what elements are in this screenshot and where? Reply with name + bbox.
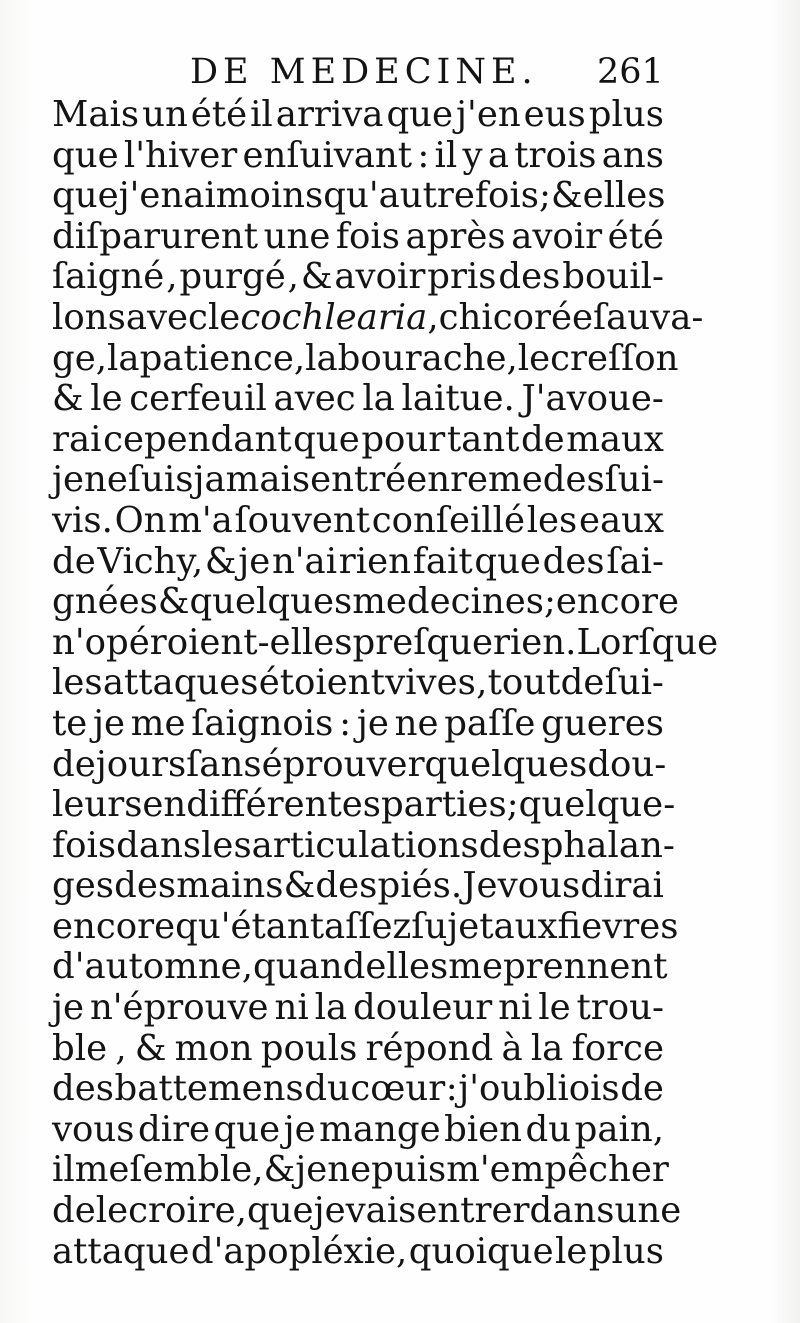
word: parties xyxy=(380,784,507,826)
word: ſui- xyxy=(604,459,665,501)
word: paſſe xyxy=(444,702,536,744)
word: aſſez xyxy=(324,905,412,947)
word: J'avoue- xyxy=(521,378,664,420)
word: mon xyxy=(174,1027,253,1069)
text-line xyxy=(52,337,679,380)
word: du xyxy=(304,1068,350,1110)
running-title: DE MEDECINE. xyxy=(190,52,538,92)
text-line xyxy=(52,663,664,704)
word: m'empêcher xyxy=(446,1149,669,1191)
word: moins xyxy=(215,175,324,217)
word: eaux xyxy=(578,499,664,541)
text-line xyxy=(52,946,668,988)
word: le xyxy=(207,296,241,338)
text-line xyxy=(52,581,680,623)
word: ; xyxy=(543,581,556,623)
word: des xyxy=(542,540,605,582)
word: dans xyxy=(116,824,202,866)
word: : xyxy=(445,1068,458,1110)
word: & xyxy=(550,175,583,217)
word: la xyxy=(107,337,140,379)
word: n'éprouve xyxy=(89,987,269,1029)
word: des xyxy=(114,865,177,907)
text-line xyxy=(52,420,664,461)
word: les xyxy=(52,662,103,704)
word: conſeillé xyxy=(371,499,526,541)
word: en xyxy=(406,459,451,501)
word: maux xyxy=(566,418,664,460)
word: mains xyxy=(176,865,284,907)
word: entrer xyxy=(416,1190,530,1232)
word: en xyxy=(142,784,187,826)
word: vous xyxy=(497,865,581,907)
word: quelques xyxy=(189,581,353,623)
text-line xyxy=(52,824,675,867)
word: de xyxy=(560,662,605,704)
word: ges xyxy=(52,865,114,907)
word: tant xyxy=(446,418,520,460)
word: n'ai xyxy=(271,540,338,582)
word: dire xyxy=(138,1108,211,1150)
word: a xyxy=(487,134,509,176)
word: les xyxy=(201,824,252,866)
word: Je xyxy=(462,865,498,907)
word: trois xyxy=(514,134,597,176)
word: je xyxy=(283,1108,316,1150)
text-line xyxy=(52,1149,669,1191)
word: je xyxy=(356,702,389,744)
text-line xyxy=(52,136,664,177)
word: d'automne xyxy=(52,946,242,988)
word: : xyxy=(339,702,352,744)
word: ne xyxy=(327,1149,372,1191)
word: ge xyxy=(52,337,96,379)
word: fois xyxy=(335,215,400,257)
word: bouil- xyxy=(562,256,664,298)
word: quoique xyxy=(408,1230,554,1272)
word: que xyxy=(474,540,541,582)
word: j'oubliois xyxy=(458,1068,620,1110)
word: m'a xyxy=(168,499,233,541)
word: gueres xyxy=(541,702,664,744)
word: piés. xyxy=(377,865,463,907)
word: ne xyxy=(84,459,128,501)
word: n'opéroient-elles xyxy=(52,621,353,663)
word: que xyxy=(246,1190,314,1232)
word: été xyxy=(190,94,248,135)
word: pris xyxy=(427,256,497,298)
word: je xyxy=(313,1190,346,1232)
word: je xyxy=(52,987,85,1029)
word: lons xyxy=(52,296,126,338)
word: avec xyxy=(273,378,356,420)
word: de xyxy=(52,743,96,785)
word: fois xyxy=(52,824,117,866)
word: cependant xyxy=(103,418,292,460)
text-line xyxy=(52,1029,664,1070)
word: ; xyxy=(506,784,519,826)
word: enſuivant xyxy=(242,134,413,176)
word: & xyxy=(157,581,190,623)
word: ſemble,& xyxy=(129,1149,296,1191)
word: de xyxy=(520,418,565,460)
word: elles xyxy=(582,175,666,217)
word: fait xyxy=(412,540,473,582)
word: preſque xyxy=(352,621,493,663)
word: cochlearia, xyxy=(240,296,439,338)
word: de xyxy=(52,540,96,582)
word: avec xyxy=(125,296,208,338)
word: attaque xyxy=(52,1230,190,1272)
word: me xyxy=(74,1149,130,1191)
word: ſaignois xyxy=(191,702,334,744)
word: : xyxy=(417,134,430,176)
word: je xyxy=(93,702,126,744)
word: douleur xyxy=(353,987,493,1029)
word: à xyxy=(501,1027,523,1069)
word: , xyxy=(235,1190,247,1232)
word: vais xyxy=(345,1190,417,1232)
word: plus xyxy=(588,94,664,135)
word: rai xyxy=(52,418,102,460)
word: , xyxy=(287,256,299,298)
word: le xyxy=(95,1190,129,1232)
word: un xyxy=(142,94,188,135)
word: il xyxy=(434,134,458,176)
word: attaques xyxy=(102,662,259,704)
word: du xyxy=(525,1108,572,1150)
word: vis. xyxy=(52,499,113,541)
word: quelque- xyxy=(518,784,676,826)
text-line xyxy=(52,704,664,745)
word: trou- xyxy=(576,987,664,1029)
word: jamais xyxy=(193,459,311,501)
word: chicorée xyxy=(438,296,593,338)
word: que xyxy=(52,175,119,217)
word: ans xyxy=(601,134,664,176)
word: éprouver xyxy=(261,743,425,785)
running-head xyxy=(0,50,800,94)
word: le xyxy=(90,378,123,420)
word: étoient xyxy=(258,662,385,704)
word: j'en xyxy=(456,94,521,135)
word: avoir xyxy=(511,215,603,257)
word: entré xyxy=(310,459,407,501)
word: Lorſque xyxy=(576,621,719,663)
word: tout xyxy=(487,662,561,704)
word: & xyxy=(300,256,333,298)
text-line xyxy=(52,988,664,1029)
word: quelques xyxy=(424,743,588,785)
word: ai xyxy=(183,175,216,217)
word: je xyxy=(52,459,85,501)
word: mange xyxy=(319,1108,441,1150)
word: pour xyxy=(361,418,446,460)
word: de xyxy=(620,1068,664,1110)
word: différentes xyxy=(186,784,381,826)
word: bourache xyxy=(337,337,507,379)
text-line xyxy=(52,743,667,786)
word: patience,la xyxy=(139,337,338,379)
word: dou- xyxy=(587,743,667,785)
word: arriva xyxy=(275,94,384,135)
word: laitue. xyxy=(401,378,515,420)
text-line xyxy=(52,1110,664,1151)
word: avoir xyxy=(334,256,426,298)
word: elles xyxy=(365,946,449,988)
word: ne xyxy=(394,702,439,744)
word: prennent xyxy=(502,946,668,988)
word: creſſon xyxy=(550,337,679,379)
word: gnées xyxy=(52,581,158,623)
word: répond xyxy=(365,1027,494,1069)
text-line xyxy=(52,1190,682,1232)
word: les xyxy=(526,499,578,541)
word: le xyxy=(517,337,551,379)
word: j'en xyxy=(118,175,184,217)
word: pain, xyxy=(574,1108,664,1150)
word: cœur xyxy=(350,1068,446,1110)
word: & xyxy=(52,378,84,420)
word: l'hiver xyxy=(123,134,238,176)
word: vous xyxy=(52,1108,135,1150)
text-line xyxy=(52,1232,664,1273)
word: , xyxy=(95,337,108,379)
word: jours xyxy=(95,743,187,785)
text-line xyxy=(52,501,664,542)
word: force xyxy=(571,1027,664,1069)
word: diſparurent xyxy=(52,215,259,257)
word: aux xyxy=(493,905,558,947)
word: , xyxy=(506,337,518,379)
word: rien. xyxy=(492,621,577,663)
word: ſans xyxy=(186,743,262,785)
word: la xyxy=(314,987,348,1029)
word: On xyxy=(114,499,167,541)
word: medecines xyxy=(352,581,544,623)
word: me xyxy=(448,946,503,988)
word: des xyxy=(498,256,561,298)
word: que xyxy=(293,418,360,460)
word: ſouvent xyxy=(234,499,371,541)
word: des xyxy=(315,865,378,907)
word: leurs xyxy=(52,784,143,826)
word: phalan- xyxy=(540,824,675,866)
word: été xyxy=(607,215,664,257)
word: que xyxy=(213,1108,281,1150)
word: puis xyxy=(371,1149,447,1191)
word: je xyxy=(238,540,271,582)
word: y xyxy=(462,134,483,176)
word: , xyxy=(166,256,178,298)
word: ſui- xyxy=(604,662,664,704)
word: Vichy, xyxy=(97,540,204,582)
word: le xyxy=(538,987,571,1029)
word: la xyxy=(362,378,395,420)
word: ni xyxy=(498,987,533,1029)
word: ſujet xyxy=(411,905,494,947)
word: & xyxy=(283,865,316,907)
text-line xyxy=(52,866,664,907)
word: ſauva- xyxy=(592,296,704,338)
word: , xyxy=(115,1027,127,1069)
word: , xyxy=(476,662,488,704)
text-line xyxy=(52,217,664,258)
word: ſuis xyxy=(127,459,194,501)
text-line xyxy=(52,176,664,217)
word: encore xyxy=(52,905,176,947)
word: articulations xyxy=(251,824,479,866)
word: bien xyxy=(444,1108,523,1150)
word: une xyxy=(614,1190,682,1232)
text-line xyxy=(52,621,719,664)
word: des xyxy=(478,824,541,866)
text-line xyxy=(52,784,676,826)
word: & xyxy=(134,1027,167,1069)
text-line xyxy=(52,905,679,948)
word: croire xyxy=(128,1190,236,1232)
word: & xyxy=(204,540,237,582)
word: plus xyxy=(588,1230,664,1272)
word: des xyxy=(52,1068,114,1110)
word: purgé xyxy=(179,256,286,298)
word: remedes xyxy=(450,459,605,501)
word: ; xyxy=(538,175,551,217)
word: ſaigné xyxy=(52,256,165,298)
word: il xyxy=(250,94,273,135)
word: ſai- xyxy=(606,540,664,582)
word: après xyxy=(405,215,506,257)
word: la xyxy=(530,1027,564,1069)
text-line xyxy=(52,542,664,583)
word: que xyxy=(52,134,119,176)
word: dirai xyxy=(580,865,664,907)
word: ni xyxy=(274,987,309,1029)
word: vives xyxy=(385,662,476,704)
word: fievres xyxy=(557,905,679,947)
word: que xyxy=(386,94,454,135)
word: il xyxy=(52,1149,75,1191)
text-line xyxy=(52,95,664,136)
word: dans xyxy=(529,1190,615,1232)
word: pouls xyxy=(260,1027,358,1069)
word: de xyxy=(52,1190,96,1232)
word: Mais xyxy=(52,94,140,135)
text-line xyxy=(52,296,704,339)
text-line xyxy=(52,257,664,298)
word: cerfeuil xyxy=(129,378,267,420)
word: rien xyxy=(338,540,411,582)
word: une xyxy=(263,215,331,257)
word: quand xyxy=(252,946,366,988)
word: me xyxy=(130,702,186,744)
word: encore xyxy=(555,581,680,623)
text-line xyxy=(52,460,664,501)
text-line xyxy=(52,1069,664,1110)
body-text xyxy=(52,94,719,1272)
word: je xyxy=(295,1149,328,1191)
word: d'apopléxie, xyxy=(190,1230,408,1272)
word: qu'autrefois xyxy=(323,175,539,217)
word: le xyxy=(555,1230,588,1272)
word: te xyxy=(52,702,88,744)
text-line xyxy=(52,379,664,420)
word: ble xyxy=(52,1027,108,1069)
word: eus xyxy=(523,94,586,135)
word: qu'étant xyxy=(175,905,325,947)
word: , xyxy=(241,946,253,988)
page-number: 261 xyxy=(597,52,664,92)
word: battemens xyxy=(114,1068,304,1110)
